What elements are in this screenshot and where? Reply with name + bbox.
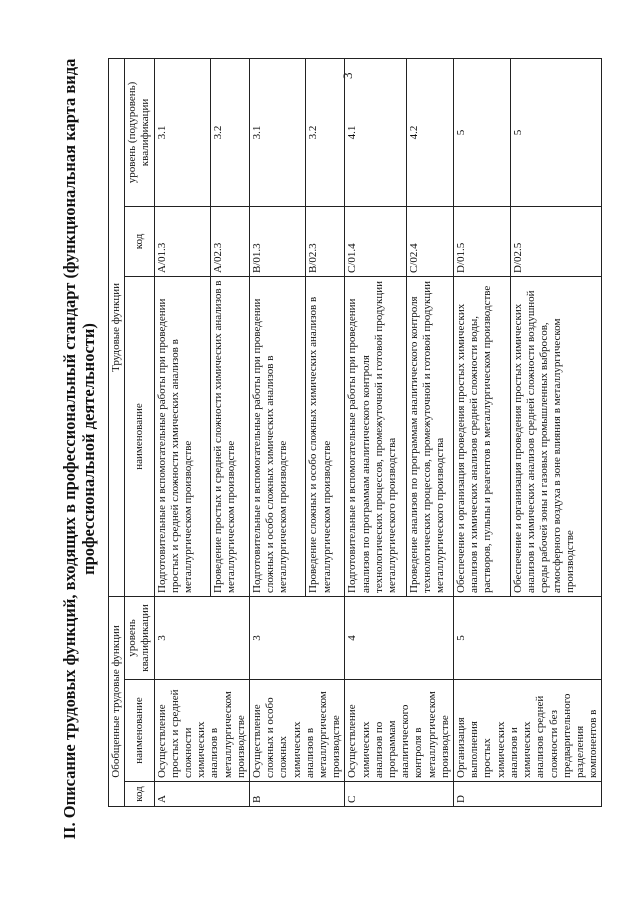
function-name: Подготовительные и вспомогательные работы при проведении простых и средней сложности химических анализов в металлургическом производстве [154, 276, 210, 596]
header-labor: Трудовые функции [109, 58, 125, 596]
functional-map-table [108, 58, 602, 807]
header-code: код [125, 782, 154, 807]
row-code: C [345, 782, 454, 807]
table-row [154, 58, 210, 806]
row-name: Осуществление сложных и особо сложных химических анализов в металлургическом производстве [250, 680, 345, 782]
section-title: II. Описание трудовых функций, входящих в профессиональный стандарт (функциональная карта вида профессиональной деятельности) [60, 58, 98, 840]
header-sublevel: уровень (подуровень) квалификации [125, 58, 154, 206]
row-code: B [250, 782, 345, 807]
function-level: 3.2 [211, 58, 250, 206]
header-generalized: Обобщенные трудовые функции [109, 596, 125, 806]
function-level: 3.1 [154, 58, 210, 206]
table-row [454, 58, 511, 806]
function-level: 5 [510, 58, 602, 206]
header-function-code: код [125, 206, 154, 276]
row-level: 3 [154, 596, 249, 679]
page-number: 3 [340, 72, 355, 79]
function-code: A/02.3 [211, 206, 250, 276]
header-name: наименование [125, 680, 154, 782]
function-name: Проведение анализов по программам аналитического контроля технологических процессов, промежуточной и готовой продукции металлургического производства [407, 276, 454, 596]
function-level: 5 [454, 58, 511, 206]
function-level: 3.1 [250, 58, 306, 206]
function-code: A/01.3 [154, 206, 210, 276]
function-code: C/01.4 [345, 206, 407, 276]
row-name: Осуществление простых и средней сложности химических анализов в металлургическом производстве [154, 680, 249, 782]
row-level: 3 [250, 596, 345, 679]
row-name: Осуществление химических анализов по программам аналитического контроля в металлургическом производстве [345, 680, 454, 782]
table-row [345, 58, 407, 806]
row-code: A [154, 782, 249, 807]
function-name: Обеспечение и организация проведения простых химических анализов и химических анализов средней сложности воздушной среды рабочей зоны и газовых промышленных выбросов, атмосферного воздуха в зоне влияния в металлургическом производстве [510, 276, 602, 596]
function-level: 4.2 [407, 58, 454, 206]
function-level: 3.2 [306, 58, 345, 206]
table-row [250, 58, 306, 806]
row-code: D [454, 782, 602, 807]
function-name: Подготовительные и вспомогательные работы при проведении анализов по программам аналитического контроля технологических процессов, промежуточной и готовой продукции металлургического производства [345, 276, 407, 596]
function-name: Подготовительные и вспомогательные работы при проведении сложных и особо сложных химических анализов в металлургическом производстве [250, 276, 306, 596]
row-level: 4 [345, 596, 454, 679]
function-code: D/02.5 [510, 206, 602, 276]
function-code: B/02.3 [306, 206, 345, 276]
header-function-name: наименование [125, 276, 154, 596]
function-name: Проведение простых и средней сложности химических анализов в металлургическом производстве [211, 276, 250, 596]
function-code: D/01.5 [454, 206, 511, 276]
function-code: B/01.3 [250, 206, 306, 276]
function-name: Обеспечение и организация проведения простых химических анализов и химических анализов средней сложности воды, растворов, пульпы и реагентов в металлургическом производстве [454, 276, 511, 596]
function-name: Проведение сложных и особо сложных химических анализов в металлургическом производстве [306, 276, 345, 596]
row-level: 5 [454, 596, 602, 679]
function-code: C/02.4 [407, 206, 454, 276]
function-level: 4.1 [345, 58, 407, 206]
header-level: уровень квалификации [125, 596, 154, 679]
row-name: Организация выполнения простых химических анализов и химических анализов средней сложности без предварительного разделения компонентов в [454, 680, 602, 782]
